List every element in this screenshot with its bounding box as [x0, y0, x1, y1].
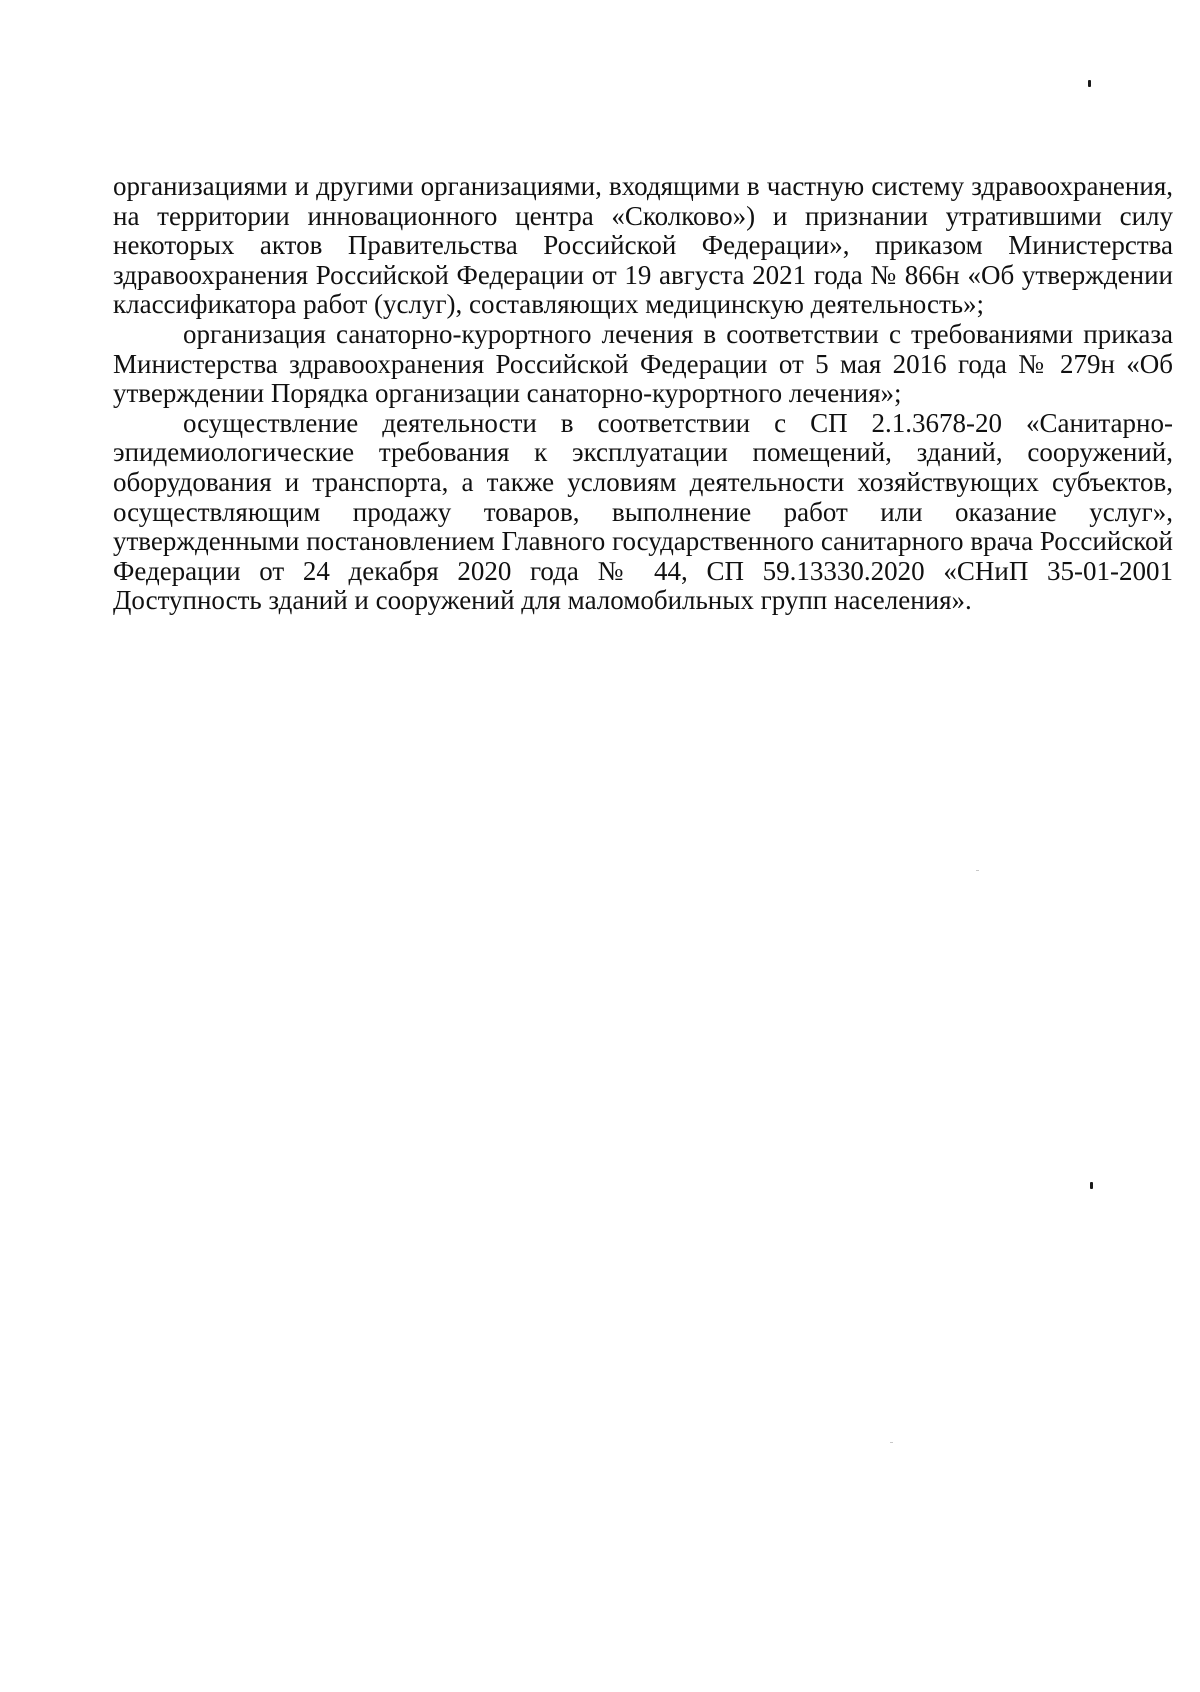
- scan-speck: [1090, 1182, 1093, 1189]
- scan-speck: [1088, 80, 1091, 87]
- paragraph-continuation: организациями и другими организациями, входящими в частную систему здравоохранения, на территории инновационного центра «Сколково») и признании утратившими силу некоторых актов Правительства Российской Федерации», приказом Министерства здравоохранения Российской Федерации от 19 августа 2021 года № 866н «Об утверждении классификатора работ (услуг), составляющих медицинскую деятельность»;: [113, 171, 1173, 320]
- document-body: [113, 172, 1173, 616]
- paragraph-sanitary-requirements: осуществление деятельности в соответствии с СП 2.1.3678-20 «Санитарно-эпидемиологические требования к эксплуатации помещений, зданий, сооружений, оборудования и транспорта, а также условиям деятельности хозяйствующих субъектов, осуществляющим продажу товаров, выполнение работ или оказание услуг», утвержденными постановлением Главного государственного санитарного врача Российской Федерации от 24 декабря 2020 года № 44, СП 59.13330.2020 «СНиП 35-01-2001 Доступность зданий и сооружений для маломобильных групп населения».: [113, 407, 1173, 616]
- paragraph-sanatorium-treatment: организация санаторно-курортного лечения в соответствии с требованиями приказа Министерства здравоохранения Российской Федерации от 5 мая 2016 года № 279н «Об утверждении Порядка организации санаторно-курортного лечения»;: [113, 318, 1173, 409]
- scan-mark: [890, 1442, 893, 1443]
- scan-mark: [976, 870, 979, 871]
